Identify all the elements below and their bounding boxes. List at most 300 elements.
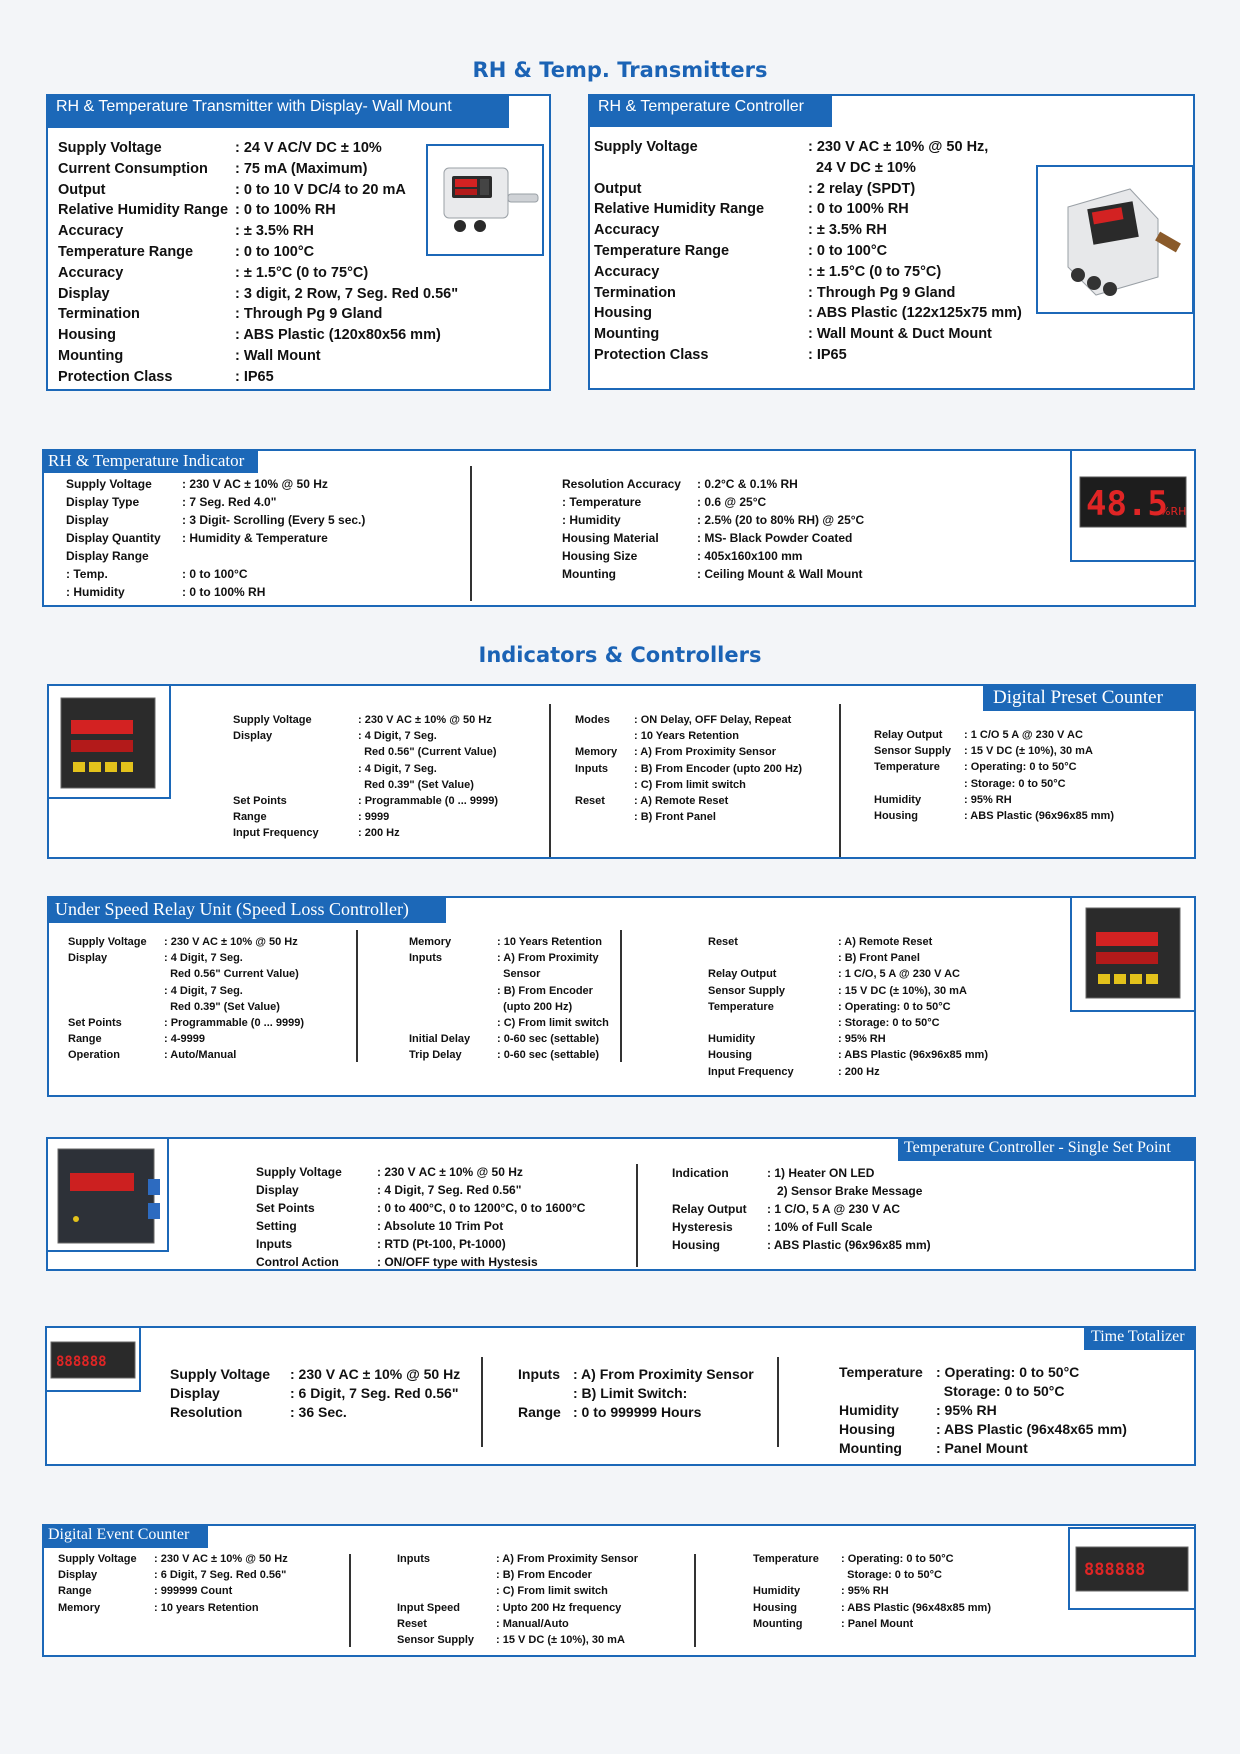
spec-label: Accuracy: [594, 263, 660, 280]
event-title: Digital Event Counter: [42, 1524, 208, 1548]
spec-row: [562, 565, 864, 583]
spec-value: 2) Sensor Brake Message: [767, 1184, 923, 1198]
spec-row: [397, 1600, 638, 1616]
spec-value: Red 0.39" (Set Value): [164, 1000, 280, 1013]
spec-label: Range: [233, 811, 267, 824]
spec-row: [708, 983, 988, 999]
spec-label: Range: [518, 1404, 561, 1420]
spec-label: Memory: [58, 1601, 101, 1614]
spec-value: : Absolute 10 Trim Pot: [377, 1219, 504, 1233]
spec-row: [575, 777, 802, 793]
spec-label: Accuracy: [58, 223, 124, 240]
spec-value: : ± 3.5% RH: [235, 223, 314, 240]
spec-value: : Humidity & Temperature: [182, 531, 328, 545]
spec-label: Accuracy: [58, 264, 124, 281]
spec-label: Supply Voltage: [58, 140, 162, 156]
spec-label: Output: [58, 181, 106, 198]
spec-row: [874, 759, 1114, 775]
spec-value: : 230 V AC ± 10% @ 50 Hz: [182, 477, 328, 491]
spec-value: : ± 3.5% RH: [808, 222, 887, 239]
spec-label: Control Action: [256, 1255, 339, 1269]
spec-value: : A) From Proximity Sensor: [496, 1553, 639, 1565]
spec-value: : 2 relay (SPDT): [808, 180, 916, 197]
transmitter-device-image: [428, 146, 542, 254]
spec-row: [233, 777, 498, 793]
spec-value: : 4 Digit, 7 Seg.: [358, 730, 437, 743]
spec-label: Hysteresis: [672, 1220, 733, 1234]
spec-row: [409, 1031, 609, 1047]
spec-value: : IP65: [235, 368, 274, 385]
spec-value: : ABS Plastic (122x125x75 mm): [808, 305, 1022, 322]
spec-row: [562, 529, 864, 547]
controller-device-image: [1038, 167, 1192, 312]
spec-label: Housing: [753, 1601, 797, 1614]
spec-label: Housing: [874, 810, 918, 823]
spec-value: : 10 Years Retention: [634, 730, 739, 743]
spec-row: [874, 743, 1114, 759]
spec-value: : 2.5% (20 to 80% RH) @ 25°C: [697, 513, 865, 527]
spec-label: Display: [58, 285, 110, 302]
spec-label: [672, 1182, 767, 1200]
spec-value: : Through Pg 9 Gland: [235, 306, 383, 323]
event-display-value: 888888: [1084, 1560, 1146, 1580]
spec-row: [753, 1600, 991, 1616]
spec-label: Protection Class: [594, 346, 709, 363]
spec-row: [233, 809, 498, 825]
spec-label: Setting: [256, 1219, 297, 1233]
spec-value: Storage: 0 to 50°C: [841, 1569, 942, 1582]
spec-value: : 10% of Full Scale: [767, 1220, 873, 1234]
spec-row: [58, 284, 458, 305]
spec-label: [575, 728, 634, 744]
spec-row: [874, 808, 1114, 824]
spec-row: [708, 1064, 988, 1080]
spec-value: : 0 to 100% RH: [182, 585, 266, 599]
spec-label: Termination: [594, 284, 676, 301]
controller-image-frame: [1036, 165, 1194, 314]
spec-value: : ON Delay, OFF Delay, Repeat: [634, 714, 792, 726]
spec-row: [68, 1047, 304, 1063]
spec-row: [68, 1031, 304, 1047]
spec-label: Housing: [594, 305, 652, 322]
spec-label: Housing Size: [562, 549, 638, 563]
spec-value: : 9999: [358, 811, 390, 824]
spec-value: : 6 Digit, 7 Seg. Red 0.56": [154, 1569, 287, 1582]
spec-value: : ABS Plastic (96x96x85 mm): [838, 1049, 988, 1062]
spec-value: : C) From limit switch: [496, 1585, 608, 1598]
spec-row: [233, 712, 498, 728]
spec-value: : 405x160x100 mm: [697, 549, 803, 563]
spec-label: Display: [58, 1569, 98, 1582]
spec-label: Supply Voltage: [256, 1165, 342, 1179]
spec-value: : 1 C/O 5 A @ 230 V AC: [964, 729, 1083, 741]
spec-value: : 95% RH: [964, 793, 1012, 806]
controller-specs: [594, 137, 1022, 366]
spec-value: : Storage: 0 to 50°C: [838, 1017, 940, 1030]
spec-row: [66, 583, 365, 601]
section-title-rh-temp: RH & Temp. Transmitters: [472, 58, 768, 82]
spec-row: [594, 283, 1022, 304]
spec-row: [839, 1401, 1127, 1420]
underspeed-col2: [409, 934, 609, 1064]
spec-row: [874, 792, 1114, 808]
spec-label: Relative Humidity Range: [58, 202, 229, 219]
spec-value: : B) Limit Switch:: [573, 1385, 688, 1401]
spec-value: Sensor: [497, 968, 541, 981]
spec-value: : 0 to 400°C, 0 to 1200°C, 0 to 1600°C: [377, 1201, 586, 1215]
spec-label: Humidity: [839, 1402, 899, 1418]
spec-label: [409, 999, 497, 1015]
spec-value: : 75 mA (Maximum): [235, 160, 368, 177]
underspeed-title: Under Speed Relay Unit (Speed Loss Controller): [47, 896, 446, 923]
spec-label: [753, 1567, 841, 1583]
spec-label: Display: [68, 952, 108, 965]
preset-device-image: [49, 686, 169, 797]
spec-row: [594, 241, 1022, 262]
spec-label: [839, 1382, 936, 1401]
spec-value: : Panel Mount: [936, 1440, 1028, 1456]
spec-label: Reset: [708, 936, 738, 948]
spec-value: : ABS Plastic (96x96x85 mm): [767, 1238, 931, 1252]
spec-label: Inputs: [397, 1553, 430, 1565]
spec-value: : 3 digit, 2 Row, 7 Seg. Red 0.56": [235, 285, 459, 302]
spec-value: 24 V DC ± 10%: [808, 159, 916, 176]
spec-row: [397, 1567, 638, 1583]
spec-label: Inputs: [256, 1237, 292, 1251]
spec-value: : Operating: 0 to 50°C: [838, 1000, 951, 1013]
spec-value: : 0 to 100°C: [235, 243, 315, 260]
spec-value: : A) From Proximity: [497, 952, 599, 965]
preset-col2: [575, 712, 802, 825]
spec-label: Modes: [575, 714, 610, 726]
spec-value: : 7 Seg. Red 4.0": [182, 495, 277, 509]
divider: [356, 930, 358, 1062]
spec-value: : Wall Mount: [235, 347, 321, 364]
spec-row: [594, 137, 1022, 158]
spec-label: [233, 744, 358, 760]
transmitter-specs: [58, 138, 458, 388]
spec-value: : Panel Mount: [841, 1617, 914, 1630]
spec-row: [58, 1551, 288, 1567]
spec-value: : 95% RH: [838, 1033, 886, 1046]
spec-row: [753, 1616, 991, 1632]
spec-value: : B) Front Panel: [838, 952, 920, 965]
indicator-device-image: [1072, 451, 1194, 560]
spec-row: [170, 1384, 460, 1403]
spec-label: Temperature: [753, 1553, 819, 1565]
spec-value: Red 0.56" Current Value): [164, 968, 299, 981]
spec-value: : 230 V AC ± 10% @ 50 Hz: [358, 714, 492, 726]
spec-label: Humidity: [708, 1033, 756, 1046]
tempctrl-image-frame: [46, 1137, 169, 1252]
spec-label: Trip Delay: [409, 1049, 462, 1062]
spec-label: Temperature Range: [594, 242, 730, 259]
spec-label: Relay Output: [874, 729, 943, 741]
spec-row: [66, 493, 365, 511]
spec-row: [58, 367, 458, 388]
spec-label: Relay Output: [708, 968, 777, 981]
spec-row: [562, 547, 864, 565]
spec-row: [708, 999, 988, 1015]
spec-row: [68, 966, 304, 982]
spec-row: [575, 809, 802, 825]
spec-label: Supply Voltage: [58, 1553, 137, 1565]
tempctrl-title: Temperature Controller - Single Set Point: [898, 1137, 1196, 1161]
preset-title: Digital Preset Counter: [983, 684, 1196, 711]
spec-label: Inputs: [575, 762, 608, 775]
spec-label: Temperature: [839, 1364, 923, 1380]
spec-value: : 0 to 100% RH: [235, 202, 336, 219]
spec-row: [562, 511, 864, 529]
spec-value: : B) From Encoder: [496, 1569, 592, 1582]
spec-row: [233, 744, 498, 760]
spec-label: Display Type: [66, 495, 140, 509]
spec-value: : ± 1.5°C (0 to 75°C): [235, 264, 369, 281]
spec-label: Display: [233, 730, 273, 743]
spec-label: [233, 777, 358, 793]
spec-label: Resolution: [170, 1404, 243, 1420]
transmitter-title: RH & Temperature Transmitter with Display- Wall Mount: [46, 94, 509, 128]
spec-value: : 0 to 100°C: [182, 567, 248, 581]
spec-label: Range: [68, 1033, 102, 1046]
spec-row: [594, 199, 1022, 220]
spec-value: : MS- Black Powder Coated: [697, 531, 853, 545]
spec-value: : A) Remote Reset: [634, 795, 729, 808]
spec-row: [68, 934, 304, 950]
spec-row: [839, 1420, 1127, 1439]
spec-row: [256, 1235, 585, 1253]
spec-label: [518, 1384, 573, 1403]
spec-row: [594, 262, 1022, 283]
spec-row: [58, 325, 458, 346]
spec-row: [562, 493, 864, 511]
event-col3: [753, 1551, 991, 1632]
spec-row: [839, 1382, 1127, 1401]
spec-value: Storage: 0 to 50°C: [936, 1383, 1065, 1399]
spec-value: : 15 V DC (± 10%), 30 mA: [496, 1634, 625, 1647]
spec-value: : 0 to 100% RH: [808, 201, 909, 218]
spec-row: [58, 159, 458, 180]
spec-label: [68, 999, 164, 1015]
spec-value: : Operating: 0 to 50°C: [936, 1364, 1080, 1380]
spec-row: [397, 1583, 638, 1599]
spec-value: : 0 to 10 V DC/4 to 20 mA: [235, 181, 406, 198]
spec-row: [672, 1164, 931, 1182]
spec-row: [58, 180, 458, 201]
spec-row: [68, 983, 304, 999]
spec-label: Mounting: [839, 1440, 902, 1456]
spec-label: [68, 966, 164, 982]
spec-value: : 0 to 100°C: [808, 242, 888, 259]
spec-label: Sensor Supply: [708, 984, 786, 997]
transmitter-image-frame: [426, 144, 544, 256]
spec-label: [68, 983, 164, 999]
spec-row: [672, 1236, 931, 1254]
spec-value: : 0-60 sec (settable): [497, 1049, 600, 1062]
spec-label: Current Consumption: [58, 160, 208, 177]
spec-label: Relative Humidity Range: [594, 201, 765, 218]
spec-value: : 3 Digit- Scrolling (Every 5 sec.): [182, 513, 366, 527]
spec-row: [58, 1567, 288, 1583]
spec-value: : A) Remote Reset: [838, 936, 933, 948]
spec-label: Humidity: [874, 793, 922, 806]
spec-label: Reset: [575, 795, 605, 808]
indicator-display-value: 48.5: [1086, 484, 1168, 524]
spec-label: Range: [58, 1585, 92, 1598]
totalizer-col1: [170, 1365, 460, 1422]
divider: [470, 466, 472, 601]
spec-value: : A) From Proximity Sensor: [634, 746, 777, 759]
totalizer-display-value: 888888: [56, 1354, 107, 1370]
spec-label: Relay Output: [672, 1202, 747, 1216]
spec-label: Input Speed: [397, 1601, 460, 1614]
spec-label: Housing: [58, 327, 116, 344]
spec-row: [708, 934, 988, 950]
spec-row: [233, 761, 498, 777]
spec-label: Mounting: [753, 1617, 803, 1630]
divider: [636, 1164, 638, 1267]
spec-label: Mounting: [58, 347, 124, 364]
spec-row: [233, 825, 498, 841]
event-col2: [397, 1551, 638, 1648]
spec-label: Supply Voltage: [594, 139, 698, 155]
spec-value: : B) From Encoder: [497, 984, 593, 997]
spec-row: [397, 1616, 638, 1632]
spec-label: [874, 776, 964, 792]
totalizer-col2: [518, 1365, 754, 1422]
spec-row: [409, 934, 609, 950]
spec-value: : 24 V AC/V DC ± 10%: [235, 140, 382, 156]
spec-label: [575, 809, 634, 825]
spec-row: [256, 1199, 585, 1217]
spec-value: : 230 V AC ± 10% @ 50 Hz: [154, 1553, 288, 1565]
spec-row: [256, 1253, 585, 1271]
spec-label: Set Points: [233, 795, 287, 808]
spec-row: [753, 1551, 991, 1567]
spec-row: [672, 1182, 931, 1200]
spec-label: Mounting: [562, 567, 616, 581]
spec-value: : ABS Plastic (96x48x85 mm): [841, 1601, 991, 1614]
totalizer-col3: [839, 1363, 1127, 1458]
spec-value: : ± 1.5°C (0 to 75°C): [808, 263, 942, 280]
event-device-image: [1070, 1529, 1194, 1608]
spec-label: Operation: [68, 1049, 120, 1062]
spec-label: Display Range: [66, 549, 149, 563]
spec-value: : 0 to 999999 Hours: [573, 1404, 702, 1420]
spec-label: Supply Voltage: [233, 714, 312, 726]
spec-row: [233, 728, 498, 744]
spec-row: [708, 950, 988, 966]
spec-value: : 1) Heater ON LED: [767, 1166, 875, 1180]
spec-value: : 6 Digit, 7 Seg. Red 0.56": [290, 1385, 459, 1401]
spec-label: [233, 761, 358, 777]
spec-row: [874, 727, 1114, 743]
spec-row: [562, 475, 864, 493]
spec-row: [753, 1583, 991, 1599]
indicator-col1: [66, 475, 365, 601]
spec-row: [672, 1218, 931, 1236]
spec-row: [66, 511, 365, 529]
spec-label: [409, 1015, 497, 1031]
spec-value: : Programmable (0 ... 9999): [164, 1017, 304, 1030]
divider: [349, 1554, 351, 1647]
totalizer-device-image: [47, 1328, 139, 1390]
spec-value: Red 0.56" (Current Value): [358, 746, 497, 759]
spec-row: [409, 983, 609, 999]
spec-row: [575, 712, 802, 728]
underspeed-col3: [708, 934, 988, 1080]
tempctrl-col2: [672, 1164, 931, 1254]
event-col1: [58, 1551, 288, 1616]
spec-value: : Programmable (0 ... 9999): [358, 795, 498, 808]
spec-row: [594, 345, 1022, 366]
spec-row: [256, 1217, 585, 1235]
spec-label: Output: [594, 180, 642, 197]
underspeed-device-image: [1072, 898, 1194, 1010]
spec-row: [839, 1439, 1127, 1458]
spec-value: : Upto 200 Hz frequency: [496, 1601, 622, 1614]
spec-row: [708, 1047, 988, 1063]
spec-label: : Humidity: [66, 585, 125, 599]
divider: [694, 1554, 696, 1647]
underspeed-image-frame: [1070, 896, 1196, 1012]
indicator-col2: [562, 475, 864, 583]
spec-label: Sensor Supply: [397, 1634, 475, 1647]
spec-label: [409, 966, 497, 982]
spec-row: [58, 138, 458, 159]
spec-label: Inputs: [409, 952, 442, 965]
spec-row: [256, 1181, 585, 1199]
indicator-image-frame: [1070, 449, 1196, 562]
spec-row: [58, 1600, 288, 1616]
spec-value: (upto 200 Hz): [497, 1000, 573, 1013]
spec-label: Housing: [708, 1049, 752, 1062]
spec-row: [518, 1384, 754, 1403]
spec-row: [68, 950, 304, 966]
spec-label: Sensor Supply: [874, 745, 952, 758]
divider: [839, 704, 841, 857]
spec-value: : Manual/Auto: [496, 1617, 569, 1630]
spec-value: : 999999 Count: [154, 1585, 233, 1598]
spec-value: : 10 years Retention: [154, 1601, 259, 1614]
spec-row: [397, 1551, 638, 1567]
spec-value: : IP65: [808, 346, 847, 363]
indicator-title: RH & Temperature Indicator: [42, 449, 258, 473]
divider: [481, 1357, 483, 1447]
spec-row: [575, 793, 802, 809]
spec-row: [518, 1365, 754, 1384]
preset-image-frame: [47, 684, 171, 799]
spec-row: [708, 966, 988, 982]
indicator-display-unit: %RH: [1160, 505, 1187, 518]
spec-row: [753, 1567, 991, 1583]
spec-value: : 4 Digit, 7 Seg.: [164, 952, 243, 965]
spec-row: [58, 242, 458, 263]
spec-label: : Temp.: [66, 567, 108, 581]
spec-label: Accuracy: [594, 222, 660, 239]
spec-label: Housing Material: [562, 531, 659, 545]
spec-row: [518, 1403, 754, 1422]
spec-label: Set Points: [256, 1201, 315, 1215]
tempctrl-col1: [256, 1163, 585, 1271]
spec-row: [66, 565, 365, 583]
spec-value: : A) From Proximity Sensor: [573, 1366, 754, 1382]
spec-label: Input Frequency: [708, 1065, 794, 1078]
spec-label: Indication: [672, 1166, 729, 1180]
spec-label: Supply Voltage: [66, 477, 152, 491]
spec-row: [575, 761, 802, 777]
spec-value: : C) From limit switch: [634, 778, 746, 791]
